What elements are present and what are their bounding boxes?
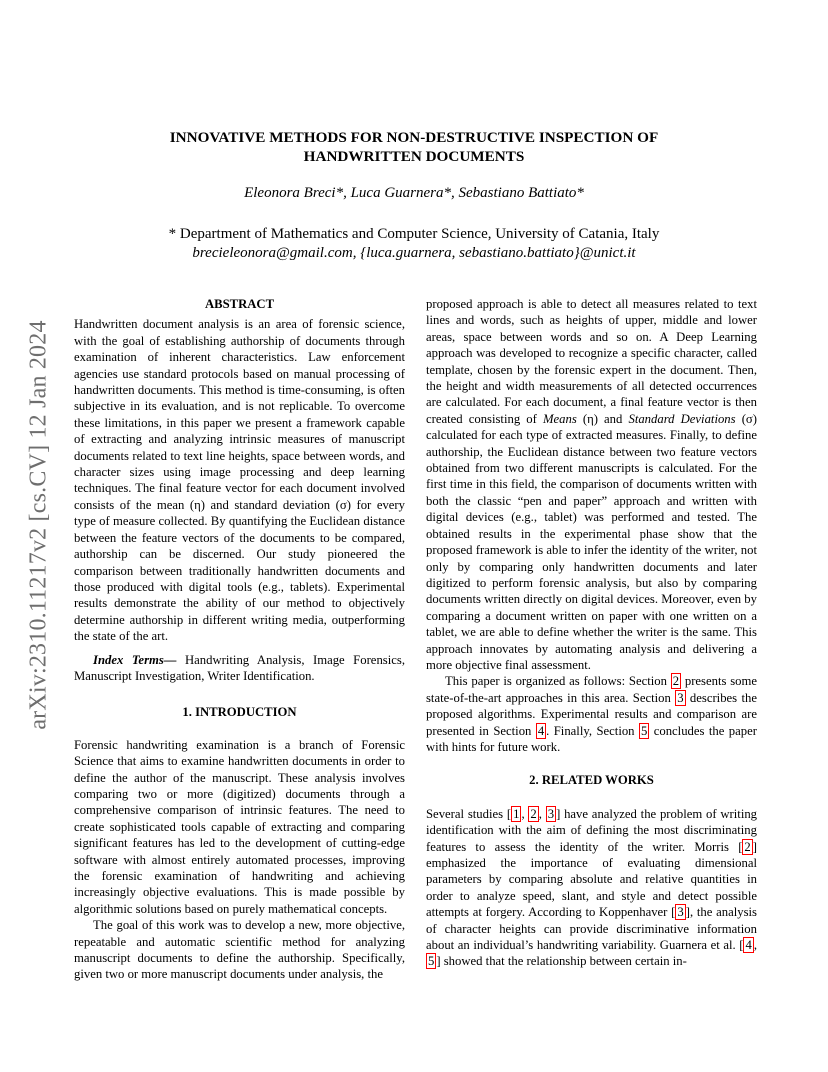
right-column [426,296,757,970]
paper-title: INNOVATIVE METHODS FOR NON-DESTRUCTIVE INSPECTION OF HANDWRITTEN DOCUMENTS [169,129,659,165]
paper-authors: Eleonora Breci*, Luca Guarnera*, Sebastiano Battiato* [244,185,584,201]
section-link-4[interactable]: 4 [537,723,545,738]
introduction-heading: 1. INTRODUCTION [182,705,297,720]
author-emails: brecieleonora@gmail.com, {luca.guarnera, sebastiano.battiato}@unict.it [192,245,636,261]
citation-link-3[interactable]: 3 [547,806,555,821]
citation-link-2[interactable]: 2 [530,806,537,821]
section-link-3[interactable]: 3 [677,690,684,705]
citation-link-5[interactable]: 5 [428,954,435,969]
paper-organization-paragraph: This paper is organized as follows: Section 2 presents some state-of-the-art approaches in this area. Section 3 describes the proposed algorithms. Experimental results and comparison are presented in Section 4 . Finally, Section 5 concludes the paper with hints for future work. [426,674,758,754]
abstract-text: Handwritten document analysis is an area of forensic science, with the goal of establishing authorship of documents through examination of inherent characteristics. Law enforcement agencies use standard protocols based on manual processing of handwritten documents. This method is time-consuming, is often subjective in its evaluation, and is not replicable. To overcome these limitations, in this paper we present a framework capable of extracting and analyzing intrinsic measures of manuscript documents related to text line heights, space between words, and character sizes using image processing and deep learning techniques. The final feature vector for each document involved consists of the mean (η) and standard deviation (σ) for every type of measure collected. By quantifying the Euclidean distance between the feature vectors of the documents to be compared, authorship can be discerned. Our study pioneered the comparison between traditionally handwritten documents and those produced with digital tools (e.g., tablets). Experimental results demonstrate the ability of our method to objectively determine authorship in different writing media, outperforming the state of the art. [74,317,405,644]
section-link-2[interactable]: 2 [672,674,680,689]
author-affiliation: * Department of Mathematics and Computer Science, University of Catania, Italy [168,226,660,242]
section-link-5[interactable]: 5 [640,723,648,738]
intro-paragraph-2: The goal of this work was to develop a new, more objective, repeatable and automatic scientific method for analyzing manuscript documents to define the authorship. Specifically, given two or more manuscript documents under analysis, the [74,918,405,982]
arxiv-id-text: arXiv:2310.11217v2 [cs.CV] 12 Jan 2024 [25,320,52,730]
citation-link-4[interactable]: 4 [745,938,752,953]
related-works-paragraph: Several studies [ 1 , 2 , 3 ] have analyzed the problem of writing identification with the aim of defining the most discriminating features to assess the identity of the writer. Morris [ 2 ] emphasized the importance of evaluating dimensional parameters by comparing absolute and relative quantities in order to analyze speed, slant, and style and detect possible attempts at forgery. According to Koppenhaver [ 3 ], the analysis of character heights can provide discriminative information about an individual’s handwriting variability. Guarnera et al. [ 4 , 5 ] showed that the relationship between certain in- [426,806,758,969]
citation-link-3b[interactable]: 3 [677,905,684,920]
index-terms-text: Handwriting Analysis, Image Forensics, Manuscript Investigation, Writer Identification. [74,652,405,683]
intro-paragraph-1: Forensic handwriting examination is a branch of Forensic Science that aims to examine handwritten documents in order to define the author of the manuscript. These analysis involves comparing two or more (digitized) documents through a comprehensive comparison of intrinsic features. The need to create sophisticated tools capable of extracting and comparing significant features has led to the development of cutting-edge software with almost entirely automated processes, improving the forensic examination of handwriting and achieving increasingly objective evaluations. This is made possible by algorithmic solutions based on purely mathematical concepts. [74,737,405,916]
index-terms-label: Index Terms— [93,652,177,667]
abstract-heading: ABSTRACT [204,297,275,311]
citation-link-1[interactable]: 1 [513,806,520,821]
index-terms [74,652,405,685]
related-works-heading: 2. RELATED WORKS [529,773,654,788]
intro-paragraph-3: proposed approach is able to detect all measures related to text lines and words, such as heights of upper, middle and lower areas, space between words and so on. A Deep Learning approach was developed to recognize a specific character, called template, chosen by the forensic expert in the document. Then, the height and width measurements of all detected occurrences are calculated. For each document, a final feature vector is then created consisting of Means (η) and Standard Deviations (σ) calculated for each type of extracted measures. Finally, to define authorship, the Euclidean distance between two feature vectors obtained from two different manuscripts is calculated. For the first time in this field, the comparison of documents written with both the classic “pen and paper” approach and written with digital devices (e.g., tablet) was performed and tested. The obtained results in the experimental phase show that the proposed framework is able to infer the identity of the writer, not only by comparing only handwritten documents and later digitized to perform forensic analysis, but also by comparing documents written directly on digital devices. Moreover, even by comparing a document written on paper with one written on a tablet, we are able to define whether the writer is the same. This approach innovates by automating analysis and delivering a more objective final assessment. [426,297,757,672]
citation-link-2b[interactable]: 2 [744,839,751,854]
arxiv-side-identifier [22,290,56,760]
left-column [74,296,405,983]
